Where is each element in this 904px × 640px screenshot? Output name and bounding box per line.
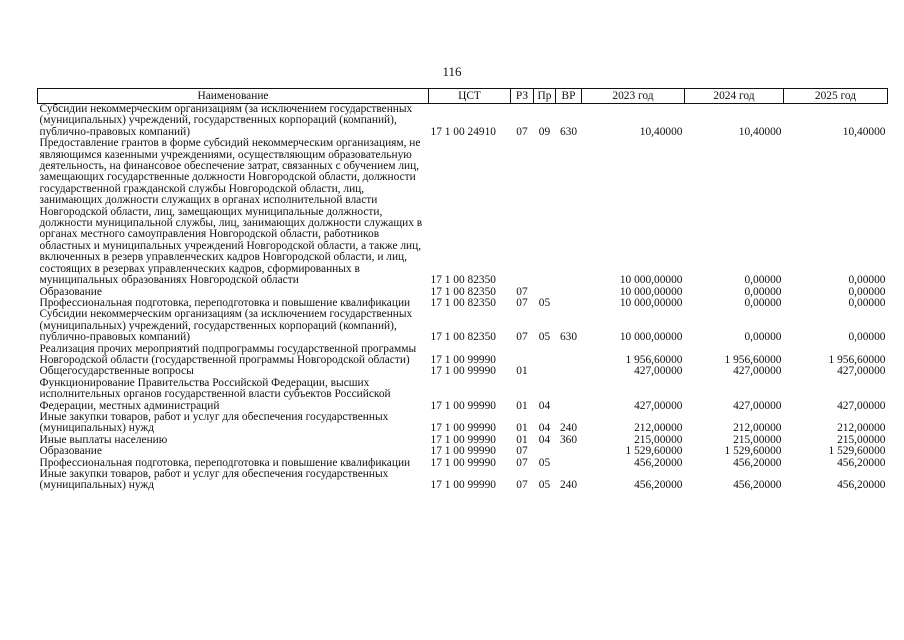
row-rz: 07 <box>516 479 528 492</box>
table-row <box>38 469 888 492</box>
row-name: Субсидии некоммерческим организациям (за исключением государственных (муниципальных) учреждений, государственных корпораций (компаний), публично-правовых компаний) <box>39 103 413 138</box>
row-rz: 01 <box>516 399 528 412</box>
header-2024: 2024 год <box>685 89 784 104</box>
row-rz: 07 <box>516 456 528 469</box>
row-name: Профессиональная подготовка, переподготовка и повышение квалификации <box>39 456 411 469</box>
row-value-2024: 427,00000 <box>733 365 782 378</box>
row-value-2025: 0,00000 <box>848 331 886 344</box>
budget-table <box>37 88 888 492</box>
row-cst: 17 1 00 99990 <box>430 353 496 366</box>
row-value-2023: 215,00000 <box>634 433 683 446</box>
row-name: Иные выплаты населению <box>39 433 168 446</box>
row-vr: 240 <box>559 479 578 492</box>
row-vr <box>556 287 582 298</box>
row-value-2023: 10 000,00000 <box>619 331 683 344</box>
row-rz: 01 <box>516 422 528 435</box>
row-value-2024: 456,20000 <box>733 456 782 469</box>
table-row <box>38 138 888 286</box>
page-number: 116 <box>442 64 462 79</box>
row-name: Образование <box>39 445 102 458</box>
row-cst: 17 1 00 99990 <box>430 456 496 469</box>
row-pr: 04 <box>538 433 551 446</box>
row-name: Реализация прочих мероприятий подпрограммы государственной программы Новгородской области (государственной программы Новгородской области) <box>39 342 417 366</box>
row-name: Образование <box>39 285 102 298</box>
row-value-2025: 215,00000 <box>837 433 886 446</box>
row-pr <box>534 366 556 377</box>
header-rz: РЗ <box>511 89 534 104</box>
row-vr <box>556 366 582 377</box>
row-vr <box>556 378 582 412</box>
row-pr <box>534 344 556 367</box>
row-value-2023: 212,00000 <box>634 422 683 435</box>
row-value-2025: 0,00000 <box>848 285 886 298</box>
row-vr <box>556 298 582 309</box>
row-cst: 17 1 00 99990 <box>430 399 496 412</box>
table-row <box>38 412 888 435</box>
row-value-2025: 456,20000 <box>837 479 886 492</box>
header-2023: 2023 год <box>582 89 685 104</box>
row-value-2023: 1 529,60000 <box>625 445 683 458</box>
row-value-2024: 1 529,60000 <box>724 445 782 458</box>
row-value-2025: 427,00000 <box>837 365 886 378</box>
header-2025: 2025 год <box>784 89 888 104</box>
row-value-2024: 0,00000 <box>744 331 782 344</box>
row-value-2025: 427,00000 <box>837 399 886 412</box>
table-body <box>38 104 888 492</box>
row-pr <box>534 138 556 286</box>
row-pr: 05 <box>538 456 551 469</box>
row-cst: 17 1 00 82350 <box>430 296 496 309</box>
header-vr: ВР <box>556 89 582 104</box>
row-value-2024: 0,00000 <box>744 274 782 287</box>
row-name: Иные закупки товаров, работ и услуг для обеспечения государственных (муниципальных) нужд <box>39 410 389 435</box>
row-vr <box>556 138 582 286</box>
row-cst: 17 1 00 99990 <box>430 479 496 492</box>
row-vr: 630 <box>559 125 578 138</box>
row-rz: 01 <box>516 365 528 378</box>
row-value-2023: 1 956,60000 <box>625 353 683 366</box>
row-value-2023: 10,40000 <box>639 125 683 138</box>
row-vr: 240 <box>559 422 578 435</box>
row-vr <box>556 458 582 469</box>
row-rz: 07 <box>516 125 528 138</box>
row-pr: 04 <box>538 422 551 435</box>
table-row <box>38 378 888 412</box>
row-name: Функционирование Правительства Российской Федерации, высших исполнительных органов государственной власти субъектов Российской Федерации, местных администраций <box>39 376 391 412</box>
row-value-2023: 456,20000 <box>634 456 683 469</box>
row-value-2025: 10,40000 <box>842 125 886 138</box>
row-value-2023: 456,20000 <box>634 479 683 492</box>
row-pr: 09 <box>538 125 551 138</box>
row-value-2023: 10 000,00000 <box>619 285 683 298</box>
row-cst: 17 1 00 82350 <box>430 274 496 287</box>
table-row <box>38 446 888 457</box>
row-rz <box>511 344 534 367</box>
row-value-2024: 10,40000 <box>738 125 782 138</box>
table-row <box>38 104 888 139</box>
row-cst: 17 1 00 24910 <box>430 125 496 138</box>
header-pr: Пр <box>534 89 556 104</box>
row-name: Общегосударственные вопросы <box>39 365 194 378</box>
row-vr: 360 <box>559 433 578 446</box>
row-name: Предоставление грантов в форме субсидий некоммерческим организациям, не являющимся казенными учреждениями, осуществляющим образовательную деятельность, на финансовое обеспечение затрат, связанных с обучением лиц, замещающих государственные должности Новгородской области, должности государственной гражданской службы Новгородской области, лиц, занимающих должности служащих в органах исполнительной власти Новгородской области, лиц, замещающих муниципальные должности, должности муниципальной службы, лиц, занимающих должности служащих в органах местного самоуправления Новгородской области, работников областных и муниципальных учреждений Новгородской области, а также лиц, включенных в резерв управленческих кадров Новгородской области, и лиц, состоящих в резервах управленческих кадров, сформированных в муниципальных образованиях Новгородской области <box>39 137 423 287</box>
row-pr: 05 <box>538 479 551 492</box>
row-vr <box>556 446 582 457</box>
row-cst: 17 1 00 82350 <box>430 331 496 344</box>
row-value-2025: 1 956,60000 <box>828 353 886 366</box>
row-vr <box>556 344 582 367</box>
row-value-2023: 427,00000 <box>634 399 683 412</box>
row-value-2025: 212,00000 <box>837 422 886 435</box>
table-row <box>38 344 888 367</box>
header-name: Наименование <box>38 89 429 104</box>
table-header-row <box>38 89 888 104</box>
row-cst: 17 1 00 99990 <box>430 365 496 378</box>
row-name: Профессиональная подготовка, переподготовка и повышение квалификации <box>39 296 411 309</box>
row-pr: 05 <box>538 331 551 344</box>
row-rz: 07 <box>516 445 528 458</box>
row-value-2025: 1 529,60000 <box>828 445 886 458</box>
row-rz: 07 <box>516 296 528 309</box>
row-value-2024: 456,20000 <box>733 479 782 492</box>
row-value-2025: 0,00000 <box>848 274 886 287</box>
row-cst: 17 1 00 99990 <box>430 433 496 446</box>
row-rz: 07 <box>516 331 528 344</box>
row-cst: 17 1 00 99990 <box>430 445 496 458</box>
row-pr <box>534 446 556 457</box>
row-rz <box>511 138 534 286</box>
row-value-2024: 0,00000 <box>744 296 782 309</box>
row-value-2024: 0,00000 <box>744 285 782 298</box>
row-value-2023: 10 000,00000 <box>619 296 683 309</box>
row-value-2025: 456,20000 <box>837 456 886 469</box>
row-value-2024: 212,00000 <box>733 422 782 435</box>
table-row <box>38 309 888 343</box>
row-name: Субсидии некоммерческим организациям (за исключением государственных (муниципальных) учреждений, государственных корпораций (компаний), публично-правовых компаний) <box>39 308 413 344</box>
row-pr: 05 <box>538 296 551 309</box>
row-rz: 01 <box>516 433 528 446</box>
header-cst: ЦСТ <box>429 89 511 104</box>
row-value-2024: 427,00000 <box>733 399 782 412</box>
row-vr: 630 <box>559 331 578 344</box>
row-rz: 07 <box>516 285 528 298</box>
row-cst: 17 1 00 82350 <box>430 285 496 298</box>
row-name: Иные закупки товаров, работ и услуг для обеспечения государственных (муниципальных) нужд <box>39 468 389 492</box>
row-cst: 17 1 00 99990 <box>430 422 496 435</box>
row-value-2023: 10 000,00000 <box>619 274 683 287</box>
row-value-2024: 1 956,60000 <box>724 353 782 366</box>
row-value-2024: 215,00000 <box>733 433 782 446</box>
row-pr: 04 <box>538 399 551 412</box>
row-value-2025: 0,00000 <box>848 296 886 309</box>
row-value-2023: 427,00000 <box>634 365 683 378</box>
